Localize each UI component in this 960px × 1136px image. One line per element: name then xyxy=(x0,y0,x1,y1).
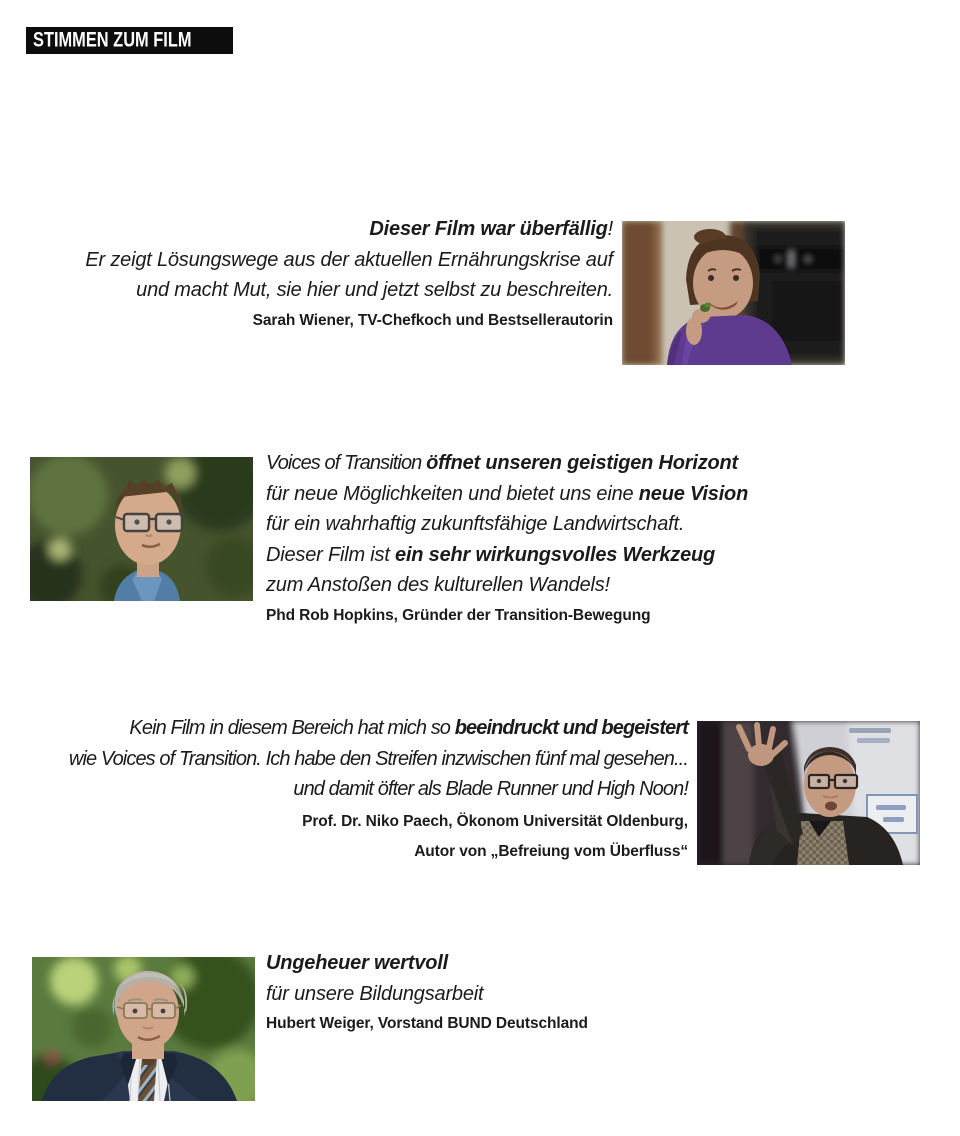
quote-attribution: Sarah Wiener, TV-Chefkoch und Bestsellerautorin xyxy=(252,311,613,329)
quote-text: ! xyxy=(607,218,613,240)
quote-line: und damit öfter als Blade Runner und High Noon! xyxy=(293,778,688,800)
section-title: STIMMEN ZUM FILM xyxy=(33,28,192,52)
quote-emphasis: Ungeheuer wertvoll xyxy=(266,952,448,974)
rob-hopkins-portrait-illustration xyxy=(30,457,253,601)
quote-text: Dieser Film ist xyxy=(266,543,396,566)
quote-line xyxy=(266,948,588,979)
niko-paech-portrait-illustration xyxy=(697,721,920,865)
quote-emphasis: neue Vision xyxy=(638,482,749,505)
quote-emphasis: Dieser Film war überfällig xyxy=(369,218,608,240)
section-title-badge xyxy=(26,27,233,54)
quote-block-niko-paech xyxy=(69,713,688,867)
quote-emphasis: ein sehr wirkungsvolles Werkzeug xyxy=(395,543,716,566)
quote-text: für neue Möglichkeiten und bietet uns eine xyxy=(266,482,639,505)
quote-line xyxy=(69,713,688,744)
quote-block-hubert-weiger xyxy=(266,948,588,1039)
quote-line: und macht Mut, sie hier und jetzt selbst zu beschreiten. xyxy=(136,279,613,301)
sarah-wiener-portrait-illustration xyxy=(622,221,845,365)
quote-block-rob-hopkins xyxy=(266,448,748,631)
quote-attribution: Hubert Weiger, Vorstand BUND Deutschland xyxy=(266,1015,588,1032)
quote-attribution: Autor von „Befreiung vom Überfluss“ xyxy=(414,842,688,860)
quote-line xyxy=(266,540,748,571)
quote-emphasis: öffnet unseren geistigen Horizont xyxy=(426,452,739,474)
photo-hubert-weiger xyxy=(32,957,255,1101)
quote-line: für unsere Bildungsarbeit xyxy=(266,982,484,1005)
photo-niko-paech xyxy=(697,721,920,865)
quote-attribution: Prof. Dr. Niko Paech, Ökonom Universität Oldenburg, xyxy=(302,812,688,830)
hubert-weiger-portrait-illustration xyxy=(32,957,255,1101)
quote-emphasis: beeindruckt und begeistert xyxy=(454,717,688,739)
quote-block-sarah-wiener xyxy=(85,214,613,336)
photo-sarah-wiener xyxy=(622,221,845,365)
photo-rob-hopkins xyxy=(30,457,253,601)
quote-line: zum Anstoßen des kulturellen Wandels! xyxy=(266,574,610,596)
quote-line xyxy=(85,214,613,245)
film-title: Voices of Transition xyxy=(266,452,427,474)
quote-line xyxy=(266,448,748,479)
quote-line: Er zeigt Lösungswege aus der aktuellen Ernährungskrise auf xyxy=(85,248,613,271)
quote-text: Kein Film in diesem Bereich hat mich so xyxy=(129,717,455,739)
quote-attribution: Phd Rob Hopkins, Gründer der Transition-Bewegung xyxy=(266,606,651,624)
quote-line: wie Voices of Transition. Ich habe den Streifen inzwischen fünf mal gesehen... xyxy=(68,747,688,770)
quote-line: für ein wahrhaftig zukunftsfähige Landwirtschaft. xyxy=(266,513,685,535)
quote-line xyxy=(266,479,748,510)
